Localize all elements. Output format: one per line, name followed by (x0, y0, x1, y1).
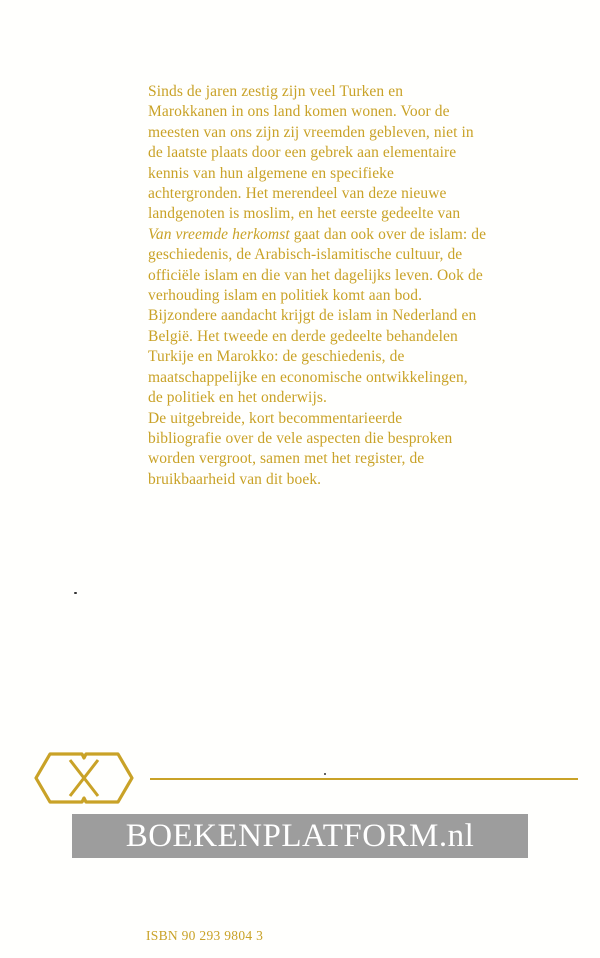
isbn-number: ISBN 90 293 9804 3 (146, 928, 264, 943)
blurb-line: officiële islam en die van het dagelijks leven. Ook de (148, 266, 483, 284)
blurb-line: meesten van ons zijn zij vreemden gebleven, niet in (148, 123, 474, 141)
blurb-line: Turkije en Marokko: de geschiedenis, de (148, 348, 405, 366)
blurb-line: achtergronden. Het merendeel van deze nieuwe (148, 185, 447, 203)
blurb-line: De uitgebreide, kort becommentarieerde (148, 409, 403, 427)
blurb-line: België. Het tweede en derde gedeelte behandelen (148, 327, 458, 345)
blurb-line: bruikbaarheid van dit boek. (148, 470, 322, 488)
blurb-line: de laatste plaats door een gebrek aan elementaire (148, 144, 457, 162)
blurb-line: verhouding islam en politiek komt aan bod. (148, 287, 423, 305)
dust-speck (324, 773, 326, 775)
blurb-line (148, 225, 578, 245)
divider-rule (150, 778, 578, 780)
blurb-line: Marokkanen in ons land komen wonen. Voor de (148, 103, 450, 121)
blurb-line: Bijzondere aandacht krijgt de islam in Nederland en (148, 307, 477, 325)
watermark-text: BOEKENPLATFORM.nl (125, 817, 475, 854)
blurb-text (148, 82, 578, 490)
blurb-line-rest: gaat dan ook over de islam: de (289, 225, 487, 243)
blurb-line: kennis van hun algemene en specifieke (148, 164, 395, 182)
watermark-banner (72, 814, 528, 858)
publisher-hexagon-logo-icon (34, 750, 134, 806)
blurb-line: geschiedenis, de Arabisch-islamitische cultuur, de (148, 246, 463, 264)
dust-speck (74, 592, 77, 594)
blurb-line: bibliografie over de vele aspecten die besproken (148, 429, 453, 447)
blurb-line: Sinds de jaren zestig zijn veel Turken en (148, 83, 404, 100)
blurb-line: landgenoten is moslim, en het eerste gedeelte van (148, 205, 461, 223)
book-title-italic: Van vreemde herkomst (148, 225, 290, 243)
blurb-line: maatschappelijke en economische ontwikkelingen, (148, 368, 468, 386)
blurb-line: worden vergroot, samen met het register, de (148, 450, 425, 468)
blurb-line: de politiek en het onderwijs. (148, 389, 327, 407)
